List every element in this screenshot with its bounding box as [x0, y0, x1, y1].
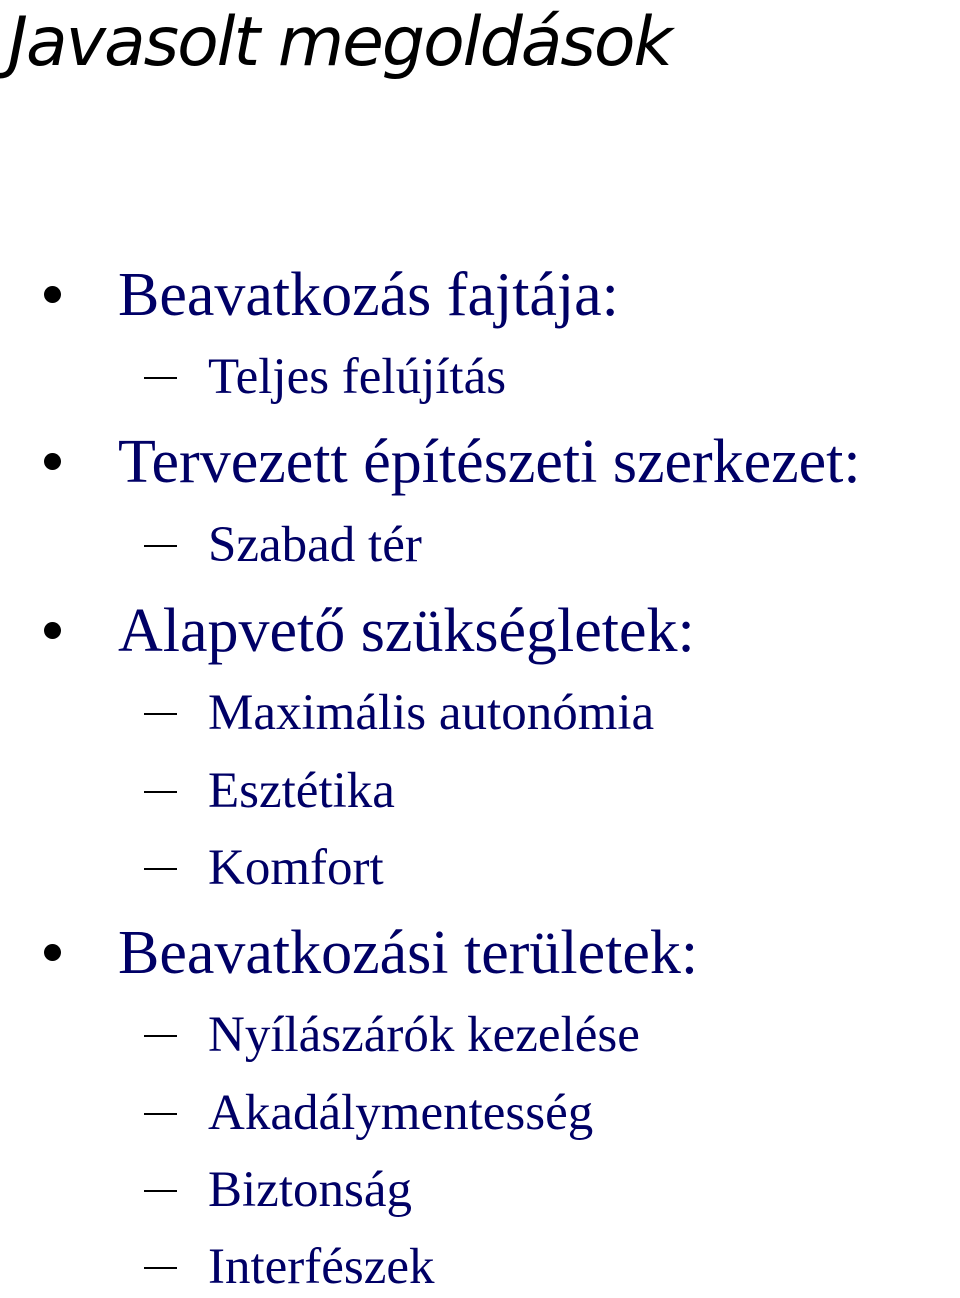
dash-icon: [144, 1035, 177, 1037]
sub-bullet-item-text: Nyílászárók kezelése: [208, 1007, 640, 1063]
sub-bullet-item-text: Komfort: [208, 840, 384, 896]
slide-title: Javasolt megoldások: [8, 3, 671, 82]
dash-icon: [144, 377, 177, 379]
bullet-item-text: Beavatkozási területek:: [118, 919, 699, 987]
bullet-dot-icon: [44, 286, 61, 303]
sub-bullet-item-text: Maximális autonómia: [208, 685, 655, 741]
sub-bullet-item-text: Szabad tér: [208, 517, 422, 573]
bullet-dot-icon: [44, 453, 61, 470]
sub-bullet-item-text: Teljes felújítás: [208, 349, 507, 405]
bullet-item-text: Alapvető szükségletek:: [118, 597, 695, 665]
dash-icon: [144, 791, 177, 793]
dash-icon: [144, 1267, 177, 1269]
dash-icon: [144, 1190, 177, 1192]
dash-icon: [144, 868, 177, 870]
sub-bullet-item-text: Biztonság: [208, 1162, 412, 1218]
bullet-item-text: Tervezett építészeti szerkezet:: [118, 428, 861, 496]
sub-bullet-item-text: Akadálymentesség: [208, 1085, 594, 1141]
bullet-item-text: Beavatkozás fajtája:: [118, 261, 619, 329]
bullet-dot-icon: [44, 622, 61, 639]
dash-icon: [144, 713, 177, 715]
sub-bullet-item-text: Interfészek: [208, 1239, 435, 1295]
dash-icon: [144, 545, 177, 547]
bullet-dot-icon: [44, 944, 61, 961]
sub-bullet-item-text: Esztétika: [208, 763, 395, 819]
dash-icon: [144, 1113, 177, 1115]
